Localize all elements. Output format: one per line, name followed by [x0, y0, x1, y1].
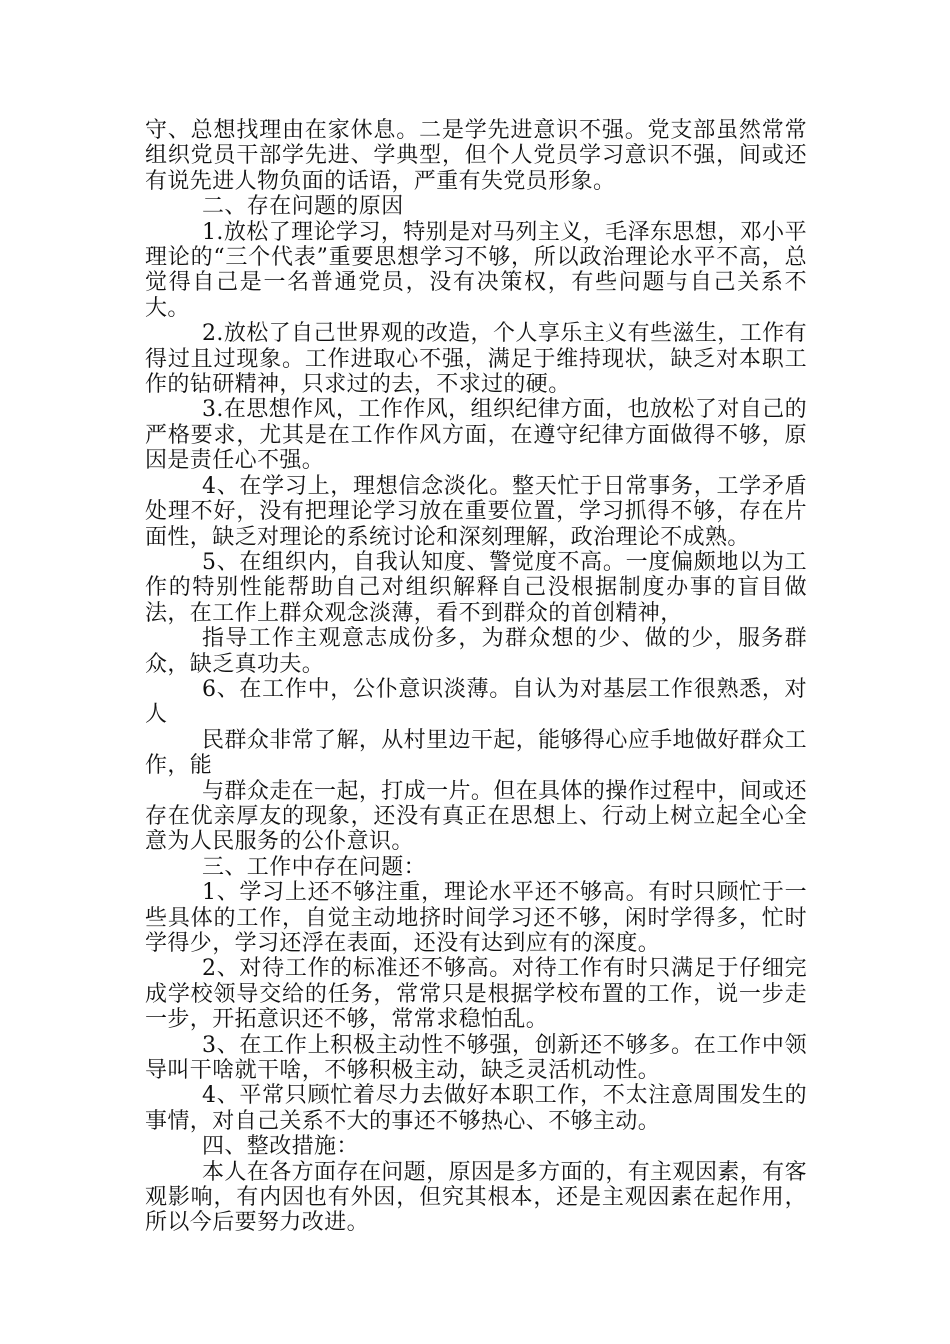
paragraph-problem-1: 1、学习上还不够注重，理论水平还不够高。有时只顾忙于一些具体的工作，自觉主动地挤时间学习还不够，闲时学得多，忙时学得少，学习还浮在表面，还没有达到应有的深度。 [145, 880, 807, 956]
paragraph-cause-1: 1.放松了理论学习，特别是对马列主义，毛泽东思想，邓小平理论的“三个代表”重要思想学习不够，所以政治理论水平不高，总觉得自己是一名普通党员，没有决策权，有些问题与自己关系不大。 [145, 219, 807, 321]
paragraph-problem-3: 3、在工作上积极主动性不够强，创新还不够多。在工作中领导叫干啥就干啥，不够积极主动，缺乏灵活机动性。 [145, 1032, 807, 1084]
document-body [145, 118, 807, 1236]
section-heading-problems: 三、工作中存在问题： [202, 854, 427, 880]
section-heading-measures: 四、整改措施： [202, 1134, 359, 1160]
paragraph-cause-3: 3.在思想作风，工作作风，组织纪律方面，也放松了对自己的严格要求，尤其是在工作作风方面，在遵守纪律方面做得不够，原因是责任心不强。 [145, 397, 807, 474]
paragraph-cause-6-cont-b: 与群众走在一起，打成一片。但在具体的操作过程中，间或还存在优亲厚友的现象，还没有真正在思想上、行动上树立起全心全意为人民服务的公仆意识。 [145, 778, 807, 855]
paragraph-cause-2: 2.放松了自己世界观的改造，个人享乐主义有些滋生，工作有得过且过现象。工作进取心不强，满足于维持现状，缺乏对本职工作的钻研精神，只求过的去，不求过的硬。 [145, 321, 807, 398]
paragraph-problem-2: 2、对待工作的标准还不够高。对待工作有时只满足于仔细完成学校领导交给的任务，常常只是根据学校布置的工作，说一步走一步，开拓意识还不够，常常求稳怕乱。 [145, 956, 807, 1033]
paragraph-cause-5: 5、在组织内，自我认知度、警觉度不高。一度偏颇地以为工作的特别性能帮助自己对组织解释自己没根据制度办事的盲目做法，在工作上群众观念淡薄，看不到群众的首创精神， [145, 549, 807, 626]
paragraph-cause-4: 4、在学习上，理想信念淡化。整天忙于日常事务，工学矛盾处理不好，没有把理论学习放在重要位置，学习抓得不够，存在片面性，缺乏对理论的系统讨论和深刻理解，政治理论不成熟。 [145, 473, 807, 550]
paragraph-1: 守、总想找理由在家休息。二是学先进意识不强。党支部虽然常常组织党员干部学先进、学典型，但个人党员学习意识不强，间或还有说先进人物负面的话语，严重有失党员形象。 [145, 118, 807, 194]
section-heading-causes: 二、存在问题的原因 [202, 194, 404, 220]
paragraph-cause-5-cont: 指导工作主观意志成份多，为群众想的少、做的少，服务群众，缺乏真功夫。 [145, 626, 807, 677]
paragraph-cause-6-cont-a: 民群众非常了解，从村里边干起，能够得心应手地做好群众工作，能 [145, 727, 807, 779]
paragraph-measures: 本人在各方面存在问题，原因是多方面的，有主观因素，有客观影响，有内因也有外因，但究其根本，还是主观因素在起作用，所以今后要努力改进。 [145, 1159, 807, 1236]
paragraph-cause-6: 6、在工作中，公仆意识淡薄。自认为对基层工作很熟悉，对人 [145, 676, 807, 728]
paragraph-problem-4: 4、平常只顾忙着尽力去做好本职工作，不太注意周围发生的事情，对自己关系不大的事还不够热心、不够主动。 [145, 1083, 807, 1134]
